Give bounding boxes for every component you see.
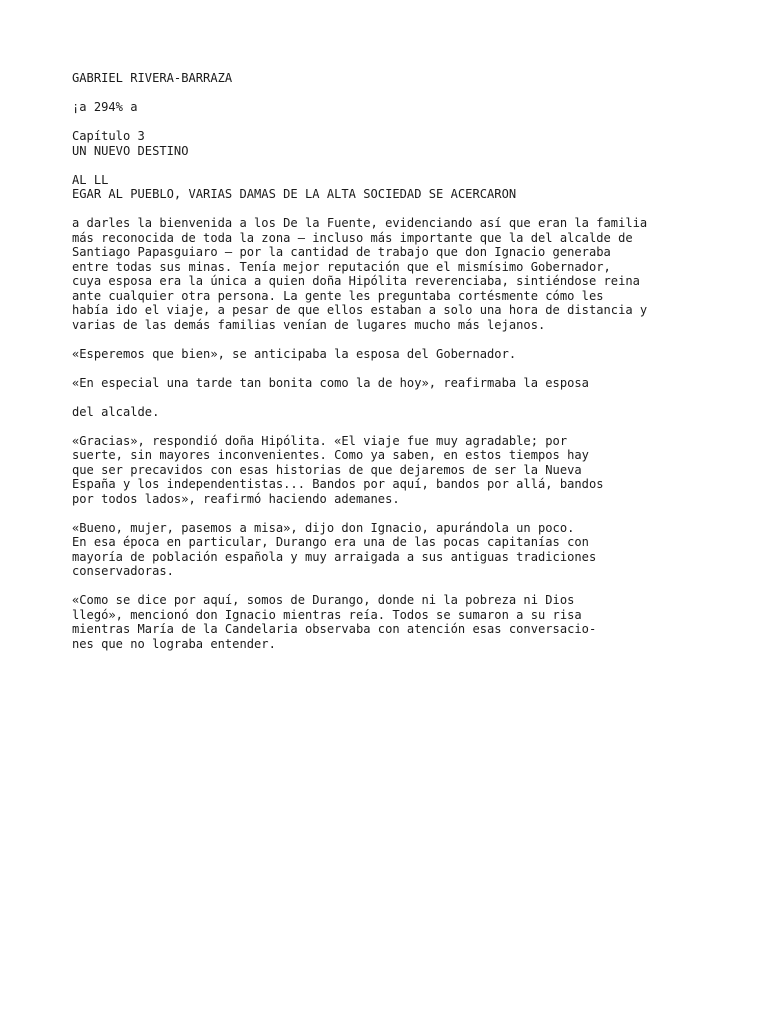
paragraph-line: mayoría de población española y muy arraigada a sus antiguas tradiciones: [72, 549, 597, 564]
paragraph-line: «Gracias», respondió doña Hipólita. «El viaje fue muy agradable; por: [72, 433, 568, 448]
paragraph-line: del alcalde.: [72, 404, 160, 419]
page-number-marker: ¡a 294% a: [72, 100, 138, 114]
paragraph-line: entre todas sus minas. Tenía mejor reputación que el mismísimo Gobernador,: [72, 259, 611, 274]
paragraph-line: más reconocida de toda la zona — incluso más importante que la del alcalde de: [72, 230, 633, 245]
paragraph: [72, 347, 712, 362]
paragraph: [72, 521, 712, 579]
chapter-number: Capítulo 3: [72, 129, 145, 143]
paragraph: [72, 593, 712, 651]
paragraph-line: «En especial una tarde tan bonita como la de hoy», reafirmaba la esposa: [72, 375, 589, 390]
running-header-author: GABRIEL RIVERA-BARRAZA: [72, 71, 233, 85]
paragraph-line: «Bueno, mujer, pasemos a misa», dijo don Ignacio, apurándola un poco.: [72, 520, 575, 535]
spacer: [72, 579, 712, 594]
document-page: [72, 71, 712, 651]
paragraph: [72, 434, 712, 507]
spacer: [72, 390, 712, 405]
paragraph-line: que ser precavidos con esas historias de que dejaremos de ser la Nueva: [72, 462, 582, 477]
paragraph-line: llegó», mencionó don Ignacio mientras reía. Todos se sumaron a su risa: [72, 607, 582, 622]
paragraph-line: mientras María de la Candelaria observaba con atención esas conversacio-: [72, 622, 597, 636]
paragraph-line: España y los independentistas... Bandos por aquí, bandos por allá, bandos: [72, 477, 604, 491]
paragraph-line: ante cualquier otra persona. La gente les preguntaba cortésmente cómo les: [72, 288, 604, 303]
paragraph-line: «Como se dice por aquí, somos de Durango, donde ni la pobreza ni Dios: [72, 593, 575, 607]
paragraph-line: Santiago Papasguiaro — por la cantidad de trabajo que don Ignacio generaba: [72, 245, 611, 259]
paragraph-line: nes que no lograba entender.: [72, 636, 276, 651]
paragraph-line: había ido el viaje, a pesar de que ellos estaban a solo una hora de distancia y: [72, 303, 648, 317]
spacer: [72, 202, 712, 217]
paragraph-line: suerte, sin mayores inconvenientes. Como ya saben, en estos tiempos hay: [72, 448, 589, 462]
opening-line: EGAR AL PUEBLO, VARIAS DAMAS DE LA ALTA SOCIEDAD SE ACERCARON: [72, 187, 517, 201]
spacer: [72, 158, 712, 173]
paragraph-line: cuya esposa era la única a quien doña Hipólita reverenciaba, sintiéndose reina: [72, 274, 640, 288]
spacer: [72, 86, 712, 101]
spacer: [72, 332, 712, 347]
paragraph: [72, 216, 712, 332]
dropcap-fragment: AL LL: [72, 172, 109, 187]
paragraph: [72, 376, 712, 391]
spacer: [72, 419, 712, 434]
paragraph-line: varias de las demás familias venían de lugares mucho más lejanos.: [72, 317, 546, 332]
paragraph-line: «Esperemos que bien», se anticipaba la esposa del Gobernador.: [72, 346, 517, 361]
paragraph-line: conservadoras.: [72, 564, 174, 578]
spacer: [72, 361, 712, 376]
paragraph-line: por todos lados», reafirmó haciendo ademanes.: [72, 491, 400, 506]
paragraph: [72, 405, 712, 420]
chapter-title: UN NUEVO DESTINO: [72, 143, 189, 158]
paragraph-line: En esa época en particular, Durango era una de las pocas capitanías con: [72, 535, 589, 549]
paragraph-line: a darles la bienvenida a los De la Fuente, evidenciando así que eran la familia: [72, 216, 648, 230]
spacer: [72, 506, 712, 521]
spacer: [72, 115, 712, 130]
